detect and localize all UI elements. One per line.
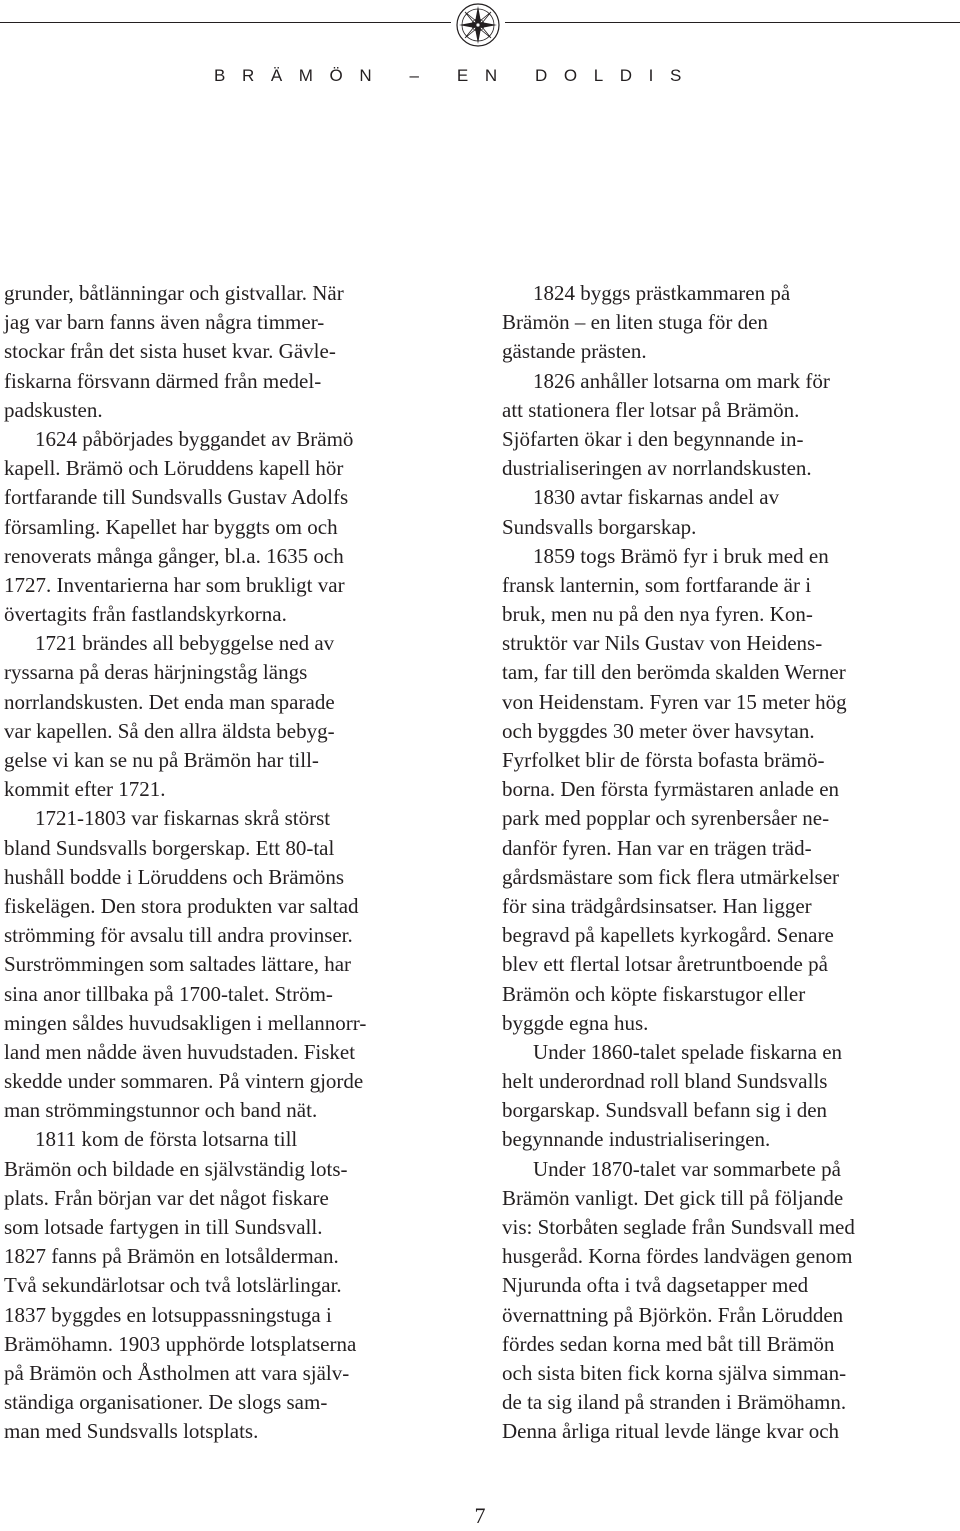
running-head: BRÄMÖN – EN DOLDIS [214, 66, 698, 85]
text-line: 1824 byggs prästkammaren på [533, 281, 791, 305]
text-line: blev ett flertal lotsar åretruntboende på [502, 952, 828, 977]
text-line: struktör var Nils Gustav von Heidens- [502, 631, 823, 656]
text-line: och sista biten fick korna själva simman- [502, 1360, 847, 1385]
text-line: begynnande industrialiseringen. [502, 1127, 771, 1152]
text-line: gelse vi kan se nu på Brämön har till- [4, 748, 319, 772]
compass-rose-icon [455, 2, 501, 48]
text-line: Under 1870-talet var sommarbete på [533, 1156, 841, 1181]
text-line: Denna årliga ritual levde länge kvar och [502, 1419, 840, 1444]
text-line: 1727. Inventarierna har som brukligt var [4, 572, 345, 597]
text-line: tam, far till den berömda skalden Werner [502, 660, 846, 685]
text-line: Sundsvalls borgarskap. [502, 514, 697, 539]
text-line: sina anor tillbaka på 1700-talet. Ström- [4, 981, 333, 1006]
text-line: som lotsade fartygen in till Sundsvall. [4, 1215, 323, 1239]
text-line: Fyrfolket blir de första bofasta brämö- [502, 748, 825, 772]
text-line: strömming för avsalu till andra provinser. [4, 923, 353, 948]
text-line: Brämön – en liten stuga för den [502, 310, 768, 335]
text-line: kommit efter 1721. [4, 777, 166, 802]
text-line: borna. Den första fyrmästaren anlade en [502, 777, 840, 802]
text-line: helt underordnad roll bland Sundsvalls [502, 1069, 828, 1094]
header-rule-left [0, 22, 451, 23]
text-line: 1837 byggdes en lotsuppassningstuga i [4, 1302, 332, 1327]
text-line: ryssarna på deras härjningståg längs [4, 660, 308, 685]
text-line: Brämöhamn. 1903 upphörde lotsplatserna [4, 1331, 357, 1356]
text-line: 1830 avtar fiskarnas andel av [533, 485, 780, 510]
text-line: park med popplar och syrenbersåer ne- [502, 806, 830, 831]
text-line: 1624 påbörjades byggandet av Brämö [35, 426, 354, 451]
text-line: Brämön vanligt. Det gick till på följande [502, 1185, 844, 1210]
text-line: Brämön och köpte fiskarstugor eller [502, 981, 806, 1006]
text-line: gästande prästen. [502, 339, 647, 364]
text-line: 1811 kom de första lotsarna till [35, 1127, 298, 1152]
text-line: fortfarande till Sundsvalls Gustav Adolfs [4, 485, 349, 510]
header-rule-right [505, 22, 960, 23]
text-line: von Heidenstam. Fyren var 15 meter hög [502, 689, 847, 714]
text-line: och byggdes 30 meter över havsytan. [502, 718, 815, 743]
text-line: Njurunda ofta i två dagsetapper med [502, 1273, 809, 1298]
text-line: gårdsmästare som fick flera utmärkelser [502, 864, 840, 889]
text-line: bruk, men nu på den nya fyren. Kon- [502, 602, 813, 627]
text-line: Sjöfarten ökar i den begynnande in- [502, 426, 804, 451]
text-line: övernattning på Björkön. Från Lörudden [502, 1302, 844, 1327]
text-line: skedde under sommaren. På vintern gjorde [4, 1069, 364, 1094]
text-line: 1721 brändes all bebyggelse ned av [35, 631, 335, 656]
text-line: på Brämön och Åstholmen att vara själv- [4, 1360, 350, 1385]
text-line: för sina trädgårdsinsatser. Han ligger [502, 893, 812, 918]
text-line: hushåll bodde i Löruddens och Brämöns [4, 864, 345, 889]
text-line: byggde egna hus. [502, 1010, 649, 1035]
text-line: norrlandskusten. Det enda man sparade [4, 689, 335, 714]
text-line: övertagits från fastlandskyrkorna. [4, 602, 287, 627]
text-line: fiskelägen. Den stora produkten var saltad [4, 893, 359, 918]
text-line: kapell. Brämö och Löruddens kapell hör [4, 456, 344, 481]
text-line: fiskarna försvann därmed från medel- [4, 368, 322, 393]
text-line: församling. Kapellet har byggts om och [4, 514, 338, 539]
text-line: fördes sedan korna med båt till Brämön [502, 1331, 835, 1356]
text-line: plats. Från början var det något fiskare [4, 1185, 329, 1210]
text-line: dustrialiseringen av norrlandskusten. [502, 456, 812, 481]
right-column [502, 279, 960, 1447]
text-line: borgarskap. Sundsvall befann sig i den [502, 1098, 828, 1123]
text-line: bland Sundsvalls borgerskap. Ett 80-tal [4, 835, 335, 860]
text-line: ständiga organisationer. De slogs sam- [4, 1390, 328, 1415]
text-line: Brämön och bildade en självständig lots- [4, 1156, 348, 1181]
text-line: fransk lanternin, som fortfarande är i [502, 572, 812, 597]
text-line: Under 1860-talet spelade fiskarna en [533, 1039, 843, 1064]
text-line: renoverats många gånger, bl.a. 1635 och [4, 543, 344, 568]
left-column [4, 279, 464, 1447]
text-line: 1827 fanns på Brämön en lotsålderman. [4, 1244, 339, 1269]
text-line: 1721-1803 var fiskarnas skrå störst [35, 806, 331, 831]
text-line: de ta sig iland på stranden i Brämöhamn. [502, 1390, 847, 1415]
text-line: Två sekundärlotsar och två lotslärlingar. [4, 1273, 342, 1298]
text-line: mingen såldes huvudsakligen i mellannorr- [4, 1010, 367, 1035]
text-line: var kapellen. Så den allra äldsta bebyg- [4, 718, 335, 743]
text-line: 1826 anhåller lotsarna om mark för [533, 368, 830, 393]
text-line: jag var barn fanns även några timmer- [4, 310, 325, 335]
text-line: 1859 togs Brämö fyr i bruk med en [533, 543, 829, 568]
text-line: land men nådde även huvudstaden. Fisket [4, 1039, 356, 1064]
text-line: danför fyren. Han var en trägen träd- [502, 835, 812, 860]
text-line: man strömmingstunnor och band nät. [4, 1098, 318, 1123]
text-line: begravd på kapellets kyrkogård. Senare [502, 923, 834, 948]
text-line: att stationera fler lotsar på Brämön. [502, 397, 800, 422]
text-line: padskusten. [4, 397, 103, 422]
text-line: husgeråd. Korna fördes landvägen genom [502, 1244, 853, 1269]
text-line: stockar från det sista huset kvar. Gävle- [4, 339, 336, 364]
text-line: man med Sundsvalls lotsplats. [4, 1419, 259, 1444]
text-line: Surströmmingen som saltades lättare, har [4, 952, 352, 977]
text-line: grunder, båtlänningar och gistvallar. När [4, 281, 344, 305]
page-number: 7 [474, 1503, 486, 1528]
text-line: vis: Storbåten seglade från Sundsvall med [502, 1215, 855, 1239]
